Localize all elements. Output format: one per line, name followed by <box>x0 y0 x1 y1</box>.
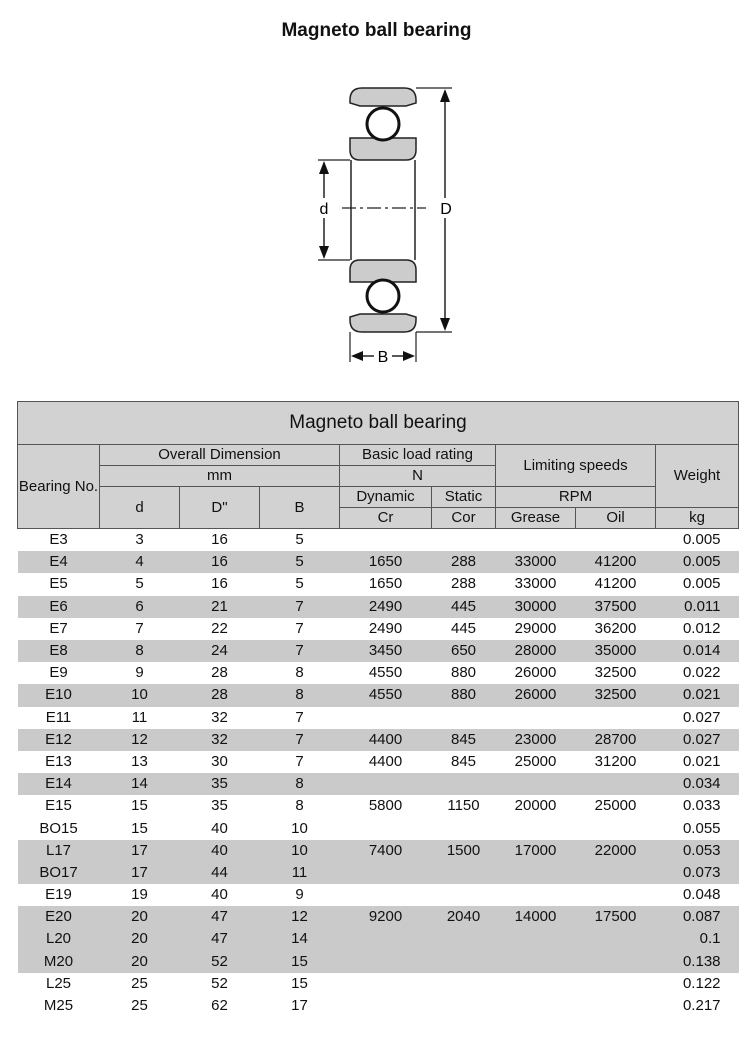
cell-B: 8 <box>295 664 304 682</box>
cell-cor <box>432 707 496 729</box>
cell-kg: 0.027 <box>682 708 721 726</box>
cell-B: 12 <box>260 906 340 928</box>
cell-d: 10 <box>100 684 180 706</box>
cell-no: M25 <box>43 997 74 1015</box>
table-row <box>18 551 739 573</box>
cell-d: 5 <box>135 575 144 593</box>
table-row <box>18 707 739 729</box>
cell-no: E13 <box>45 752 72 770</box>
label-B: B <box>377 349 389 366</box>
outer-ring-top <box>350 88 416 106</box>
label-D: D <box>440 201 452 218</box>
cell-d: 17 <box>100 862 180 884</box>
cell-cor: 1150 <box>447 797 480 815</box>
table-row <box>18 773 739 795</box>
cell-oil: 35000 <box>576 640 656 662</box>
arrow-down-icon <box>319 246 329 259</box>
cell-oil <box>576 928 656 950</box>
cell-cr: 2490 <box>340 596 432 618</box>
cell-D: 52 <box>211 974 228 992</box>
cell-d: 12 <box>100 729 180 751</box>
cell-d: 25 <box>131 974 148 992</box>
cell-d: 17 <box>100 840 180 862</box>
cell-no: E9 <box>49 664 68 682</box>
table-row <box>18 729 739 751</box>
cell-D: 30 <box>211 752 228 770</box>
cell-oil: 22000 <box>576 840 656 862</box>
header-cor: Cor <box>432 508 496 529</box>
cell-B: 8 <box>260 773 340 795</box>
cell-d: 9 <box>135 664 144 682</box>
cell-no: E7 <box>49 619 68 637</box>
cell-oil: 25000 <box>594 797 637 815</box>
table-row <box>18 928 739 950</box>
cell-grease: 20000 <box>514 797 557 815</box>
cell-B: 5 <box>295 531 304 549</box>
cell-B: 7 <box>295 752 304 770</box>
cell-D: 21 <box>180 596 260 618</box>
cell-D: 62 <box>211 997 228 1015</box>
cell-cr <box>340 995 432 1017</box>
cell-grease <box>496 928 576 950</box>
table-row <box>18 951 739 973</box>
cell-cor <box>432 529 496 552</box>
cell-kg: 0.122 <box>682 974 721 992</box>
table-row <box>18 618 739 640</box>
header-col-D: D" <box>180 487 260 529</box>
table-row <box>18 596 739 618</box>
cell-d: 8 <box>100 640 180 662</box>
cell-D: 28 <box>211 664 228 682</box>
bearing-table <box>17 401 739 1017</box>
outer-ring-bottom <box>350 314 416 332</box>
cell-kg: 0.1 <box>656 928 739 950</box>
cell-no: E6 <box>18 596 100 618</box>
cell-grease: 30000 <box>496 596 576 618</box>
cell-cor: 445 <box>432 596 496 618</box>
cell-B: 15 <box>260 951 340 973</box>
cell-d: 13 <box>131 752 148 770</box>
cell-B: 11 <box>260 862 340 884</box>
cell-d: 3 <box>135 531 144 549</box>
cell-no: L25 <box>45 974 72 992</box>
cell-d: 15 <box>131 797 148 815</box>
cell-kg: 0.048 <box>682 886 721 904</box>
cell-D: 28 <box>180 684 260 706</box>
cell-cor <box>432 862 496 884</box>
cell-no: E11 <box>45 708 72 726</box>
cell-cor: 2040 <box>432 906 496 928</box>
table-row <box>18 973 739 995</box>
cell-cor: 445 <box>450 619 477 637</box>
cell-D: 40 <box>180 840 260 862</box>
header-basic-load-rating: Basic load rating <box>340 445 496 466</box>
cell-kg: 0.138 <box>656 951 739 973</box>
cell-kg: 0.005 <box>656 551 739 573</box>
cell-B: 15 <box>291 974 308 992</box>
label-d: d <box>319 201 329 218</box>
cell-grease <box>496 773 576 795</box>
cell-B: 7 <box>295 708 304 726</box>
cell-cor <box>432 995 496 1017</box>
cell-cr: 1650 <box>368 575 403 593</box>
header-overall-dimension: Overall Dimension <box>100 445 340 466</box>
cell-kg: 0.053 <box>656 840 739 862</box>
cell-cor: 288 <box>450 575 477 593</box>
table-row <box>18 751 739 773</box>
cell-d: 11 <box>131 708 148 726</box>
cell-no: E8 <box>18 640 100 662</box>
cell-no: BO17 <box>18 862 100 884</box>
header-weight-unit: kg <box>656 508 739 529</box>
cell-cor <box>432 928 496 950</box>
cell-oil: 37500 <box>576 596 656 618</box>
table-row <box>18 795 739 817</box>
cell-cr: 4400 <box>340 729 432 751</box>
ball-bottom <box>367 280 399 312</box>
table-row <box>18 573 739 595</box>
cell-cor <box>432 973 496 995</box>
cell-grease: 29000 <box>514 619 557 637</box>
cell-B: 7 <box>260 596 340 618</box>
cell-kg: 0.055 <box>682 819 721 837</box>
cell-grease: 26000 <box>496 684 576 706</box>
cell-cor <box>432 951 496 973</box>
cell-kg: 0.011 <box>656 596 739 618</box>
cell-grease <box>496 707 576 729</box>
arrow-up-icon <box>319 161 329 174</box>
arrow-down-icon <box>440 318 450 331</box>
cell-D: 32 <box>211 708 228 726</box>
cell-grease <box>496 995 576 1017</box>
cell-D: 22 <box>211 619 228 637</box>
header-limiting-speeds: Limiting speeds <box>496 445 656 487</box>
cell-no: E15 <box>45 797 72 815</box>
header-col-B: B <box>260 487 340 529</box>
header-col-d: d <box>100 487 180 529</box>
cell-kg: 0.005 <box>682 531 721 549</box>
header-bearing-no: Bearing No. <box>18 445 100 529</box>
cell-d: 6 <box>100 596 180 618</box>
cell-cor <box>432 773 496 795</box>
cell-grease: 33000 <box>514 575 557 593</box>
cell-oil: 41200 <box>594 575 637 593</box>
table-title: Magneto ball bearing <box>18 402 739 445</box>
cell-oil <box>576 951 656 973</box>
cell-cr: 1650 <box>340 551 432 573</box>
cell-cr: 4400 <box>368 752 403 770</box>
cell-D: 47 <box>180 906 260 928</box>
cell-no: L17 <box>18 840 100 862</box>
cell-D: 35 <box>180 773 260 795</box>
page-title: Magneto ball bearing <box>281 20 472 41</box>
cell-B: 14 <box>260 928 340 950</box>
cell-cor: 845 <box>432 729 496 751</box>
cell-no: E14 <box>18 773 100 795</box>
cell-cr <box>340 773 432 795</box>
cell-cr: 3450 <box>340 640 432 662</box>
cell-d: 7 <box>135 619 144 637</box>
cell-cr <box>340 862 432 884</box>
cell-cor: 845 <box>450 752 477 770</box>
cell-D: 52 <box>180 951 260 973</box>
cell-d: 15 <box>131 819 148 837</box>
cell-cr <box>340 973 432 995</box>
cell-D: 44 <box>180 862 260 884</box>
cell-oil <box>576 862 656 884</box>
cell-no: M20 <box>18 951 100 973</box>
cell-cor: 1500 <box>432 840 496 862</box>
cell-B: 10 <box>291 819 308 837</box>
cell-cr <box>340 817 432 839</box>
cell-cor: 650 <box>432 640 496 662</box>
cell-D: 16 <box>211 575 228 593</box>
cell-kg: 0.033 <box>682 797 721 815</box>
table-row <box>18 862 739 884</box>
cell-d: 19 <box>131 886 148 904</box>
cell-kg: 0.034 <box>656 773 739 795</box>
header-dynamic: Dynamic <box>340 487 432 508</box>
header-grease: Grease <box>496 508 576 529</box>
header-weight: Weight <box>656 445 739 508</box>
cell-cr: 4550 <box>340 684 432 706</box>
cell-oil: 31200 <box>594 752 637 770</box>
bearing-table-container <box>17 401 738 1017</box>
cell-kg: 0.021 <box>682 752 721 770</box>
cell-oil: 28700 <box>576 729 656 751</box>
cell-cor: 880 <box>450 664 477 682</box>
table-row <box>18 640 739 662</box>
table-row <box>18 817 739 839</box>
cell-cor <box>432 817 496 839</box>
table-row <box>18 684 739 706</box>
arrow-right-icon <box>403 351 415 361</box>
cell-B: 17 <box>291 997 308 1015</box>
cell-cr <box>340 529 432 552</box>
header-load-unit: N <box>340 466 496 487</box>
cell-oil <box>576 973 656 995</box>
cell-kg: 0.005 <box>682 575 721 593</box>
cell-D: 40 <box>211 819 228 837</box>
cell-B: 8 <box>260 684 340 706</box>
cell-B: 8 <box>295 797 304 815</box>
arrow-up-icon <box>440 89 450 102</box>
cell-d: 20 <box>100 906 180 928</box>
cell-d: 20 <box>100 951 180 973</box>
cell-grease: 28000 <box>496 640 576 662</box>
cell-cor <box>432 884 496 906</box>
cell-grease <box>496 951 576 973</box>
cell-cor: 880 <box>432 684 496 706</box>
cell-oil <box>576 995 656 1017</box>
cell-no: BO15 <box>39 819 78 837</box>
cell-kg: 0.012 <box>682 619 721 637</box>
ball-top <box>367 108 399 140</box>
cell-grease: 25000 <box>514 752 557 770</box>
cell-cr <box>340 928 432 950</box>
cell-oil <box>576 884 656 906</box>
cell-no: E19 <box>45 886 72 904</box>
cell-B: 9 <box>295 886 304 904</box>
cell-cr: 5800 <box>368 797 403 815</box>
cell-oil <box>576 529 656 552</box>
cell-cr: 7400 <box>340 840 432 862</box>
cell-oil: 32500 <box>594 664 637 682</box>
cell-cr: 9200 <box>340 906 432 928</box>
cell-no: E10 <box>18 684 100 706</box>
cell-kg: 0.217 <box>682 997 721 1015</box>
cell-B: 7 <box>260 729 340 751</box>
cell-D: 16 <box>211 531 228 549</box>
table-row <box>18 995 739 1017</box>
cell-grease <box>496 817 576 839</box>
cell-oil: 32500 <box>576 684 656 706</box>
header-speed-unit: RPM <box>496 487 656 508</box>
cell-B: 5 <box>295 575 304 593</box>
cell-no: L20 <box>18 928 100 950</box>
cell-B: 5 <box>260 551 340 573</box>
cell-cr <box>340 707 432 729</box>
cell-cr: 2490 <box>368 619 403 637</box>
cell-D: 32 <box>180 729 260 751</box>
cell-no: E4 <box>18 551 100 573</box>
arrow-left-icon <box>351 351 363 361</box>
cell-B: 7 <box>295 619 304 637</box>
header-oil: Oil <box>576 508 656 529</box>
cell-D: 40 <box>211 886 228 904</box>
cell-oil <box>576 817 656 839</box>
table-body <box>18 529 739 1018</box>
cell-kg: 0.021 <box>656 684 739 706</box>
cell-grease <box>496 862 576 884</box>
cell-grease: 14000 <box>496 906 576 928</box>
cell-kg: 0.073 <box>656 862 739 884</box>
table-row <box>18 906 739 928</box>
table-row <box>18 884 739 906</box>
cell-D: 16 <box>180 551 260 573</box>
cell-cr <box>340 884 432 906</box>
cell-D: 24 <box>180 640 260 662</box>
cell-oil <box>576 707 656 729</box>
cell-kg: 0.022 <box>682 664 721 682</box>
cell-D: 47 <box>180 928 260 950</box>
cell-cor: 288 <box>432 551 496 573</box>
cell-B: 10 <box>260 840 340 862</box>
cell-no: E12 <box>18 729 100 751</box>
header-static: Static <box>432 487 496 508</box>
cell-oil: 17500 <box>576 906 656 928</box>
cell-d: 4 <box>100 551 180 573</box>
cell-grease <box>496 973 576 995</box>
cell-no: E3 <box>49 531 68 549</box>
cell-d: 14 <box>100 773 180 795</box>
cell-grease <box>496 529 576 552</box>
cell-d: 25 <box>131 997 148 1015</box>
cell-kg: 0.014 <box>656 640 739 662</box>
bearing-cross-section-diagram <box>300 80 480 370</box>
cell-d: 20 <box>100 928 180 950</box>
cell-B: 7 <box>260 640 340 662</box>
table-row <box>18 529 739 552</box>
cell-kg: 0.027 <box>656 729 739 751</box>
cell-grease: 23000 <box>496 729 576 751</box>
cell-grease: 26000 <box>514 664 557 682</box>
cell-oil: 36200 <box>594 619 637 637</box>
cell-oil: 41200 <box>576 551 656 573</box>
header-dim-unit: mm <box>100 466 340 487</box>
cell-no: E5 <box>49 575 68 593</box>
cell-cr <box>340 951 432 973</box>
cell-cr: 4550 <box>368 664 403 682</box>
cell-D: 35 <box>211 797 228 815</box>
cell-grease: 33000 <box>496 551 576 573</box>
cell-no: E20 <box>18 906 100 928</box>
table-row <box>18 662 739 684</box>
cell-grease: 17000 <box>496 840 576 862</box>
table-row <box>18 840 739 862</box>
cell-grease <box>496 884 576 906</box>
cell-kg: 0.087 <box>656 906 739 928</box>
cell-oil <box>576 773 656 795</box>
header-cr: Cr <box>340 508 432 529</box>
